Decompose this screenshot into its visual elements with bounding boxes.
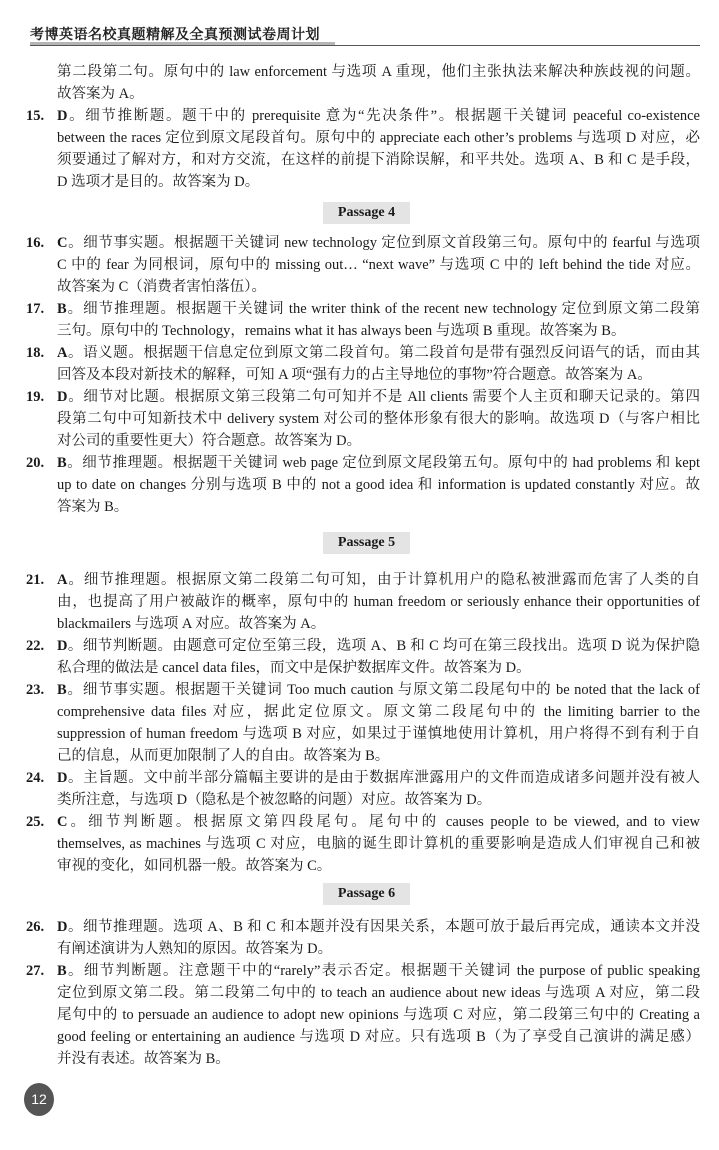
answer-item [0,232,719,298]
answer-section-passage-6 [0,916,719,1070]
text-line: 须要通过了解对方，和对方交流，在这样的前提下消除误解，和平共处。选项 A、B 和 C 是手段， [57,152,700,168]
text-line: blackmailers 与选项 A 对应。故答案为 A。 [57,616,326,632]
text-line [57,811,700,833]
answer-letter: C [57,814,68,830]
text-line: 故答案为 C（消费者害怕落伍）。 [57,279,267,295]
question-number: 25. [26,814,45,830]
text-line: C 中的 fear 为同根词，原句中的 missing out… “next wave” 与选项 C 中的 left behind the tide 对应。 [57,257,700,273]
question-number: 20. [26,455,45,471]
running-header-title: 考博英语名校真题精解及全真预测试卷周计划 [30,26,320,42]
answer-letter: B [57,455,67,471]
explanation-text: 。细节推理题。选项 A、B 和 C 和本题并没有因果关系，本题可放于最后再完成，通读本文并没 [67,919,700,935]
answer-letter: D [57,108,68,124]
text-line: 定位到原文第二段。第二段第二句中的 to teach an audience about new ideas 与选项 A 对应，第二段 [57,985,700,1001]
text-line [57,342,700,364]
question-number: 23. [26,682,45,698]
text-line: 并没有表述。故答案为 B。 [57,1051,230,1067]
question-number: 17. [26,301,45,317]
text-line: 尾句中的 to persuade an audience to adopt new opinions 与选项 C 对应，第二段第三句中的 Creating a [57,1007,700,1023]
text-line: comprehensive data files 对应，据此定位原文。原文第二段尾句中的 the limiting barrier to the [57,704,700,720]
answer-letter: A [57,572,68,588]
answer-letter: D [57,389,68,405]
question-number: 19. [26,389,45,405]
text-line [57,679,700,701]
answer-item [0,679,719,767]
text-line: between the races 定位到原文尾段首句。原句中的 appreciate each other’s problems 与选项 D 对应，必 [57,130,700,146]
explanation-text: 。细节推理题。根据原文第二段第二句可知，由于计算机用户的隐私被泄露而危害了人类的自 [67,572,700,588]
passage-heading: Passage 6 [323,883,410,905]
answer-item [0,635,719,679]
passage-heading: Passage 5 [323,532,410,554]
answer-item [0,916,719,960]
page-number-badge: 12 [24,1083,54,1116]
text-line: 审视的变化，如同机器一般。故答案为 C。 [57,858,332,874]
question-number: 16. [26,235,45,251]
text-line [57,386,700,408]
continued-paragraph [0,61,719,105]
answer-item [0,298,719,342]
question-number: 27. [26,963,45,979]
answer-letter: D [57,770,68,786]
text-line: D 选项才是目的。故答案为 D。 [57,174,260,190]
text-line [57,569,700,591]
text-line [57,916,700,938]
text-line [57,767,700,789]
answer-item [0,767,719,811]
explanation-text: 。细节推断题。题干中的 prerequisite 意为“先决条件”。根据题干关键词 peaceful co-existence [67,108,700,124]
text-line [57,232,700,254]
question-number: 26. [26,919,45,935]
answer-letter: D [57,638,68,654]
explanation-text: 。细节对比题。根据原文第三段第二句可知并不是 All clients 需要个人主页和聊天记录的。第四 [67,389,700,405]
header-rule [30,45,700,46]
explanation-text: 。主旨题。文中前半部分篇幅主要讲的是由于数据库泄露用户的文件而造成诸多问题并没有被人 [67,770,700,786]
explanation-text: 。细节判断题。根据原文第四段尾句。尾句中的 causes people to be viewed, and to view [67,814,700,830]
text-line: 类所注意，与选项 D（隐私是个被忽略的问题）对应。故答案为 D。 [57,792,492,808]
text-line: 私合理的做法是 cancel data files，而文中是保护数据库文件。故答案为 D。 [57,660,531,676]
answer-item [0,811,719,877]
text-line [57,105,700,127]
answer-letter: B [57,682,67,698]
text-line: 三句。原句中的 Technology，remains what it has always been 与选项 B 重现。故答案为 B。 [57,323,626,339]
explanation-text: 。语义题。根据题干信息定位到原文第二段首句。第二段首句是带有强烈反问语气的话，而由其 [67,345,700,361]
answer-letter: B [57,963,67,979]
text-line: themselves, as machines 与选项 C 对应，电脑的诞生即计算机的重要影响是造成人们审视自己和被 [57,836,700,852]
text-line: 对公司的重要性更大）符合题意。故答案为 D。 [57,433,362,449]
answer-item [0,386,719,452]
answer-item [0,569,719,635]
passage-heading: Passage 4 [323,202,410,224]
answer-letter: A [57,345,68,361]
text-line: 答案为 B。 [57,499,129,515]
text-line: 由，也提高了用户被敲诈的概率，原句中的 human freedom or seriously enhance their opportunities of [57,594,700,610]
text-line [57,960,700,982]
answer-letter: D [57,919,68,935]
text-line [57,298,700,320]
text-line: suppression of human freedom 与选项 B 对应，如果过于谨慎地使用计算机，用户将得不到有利于自 [57,726,700,742]
text-line: 第二段第二句。原句中的 law enforcement 与选项 A 重现，他们主张执法来解决种族歧视的问题。 [57,64,700,80]
question-number: 22. [26,638,45,654]
question-number: 21. [26,572,45,588]
answer-section [0,105,719,193]
text-line: 回答及本段对新技术的解释，可知 A 项“强有力的占主导地位的事物”符合题意。故答案为 A。 [57,367,652,383]
text-line [57,452,700,474]
answer-item [0,452,719,518]
question-number: 18. [26,345,45,361]
text-line: 己的信息，从而更加限制了人的自由。故答案为 B。 [57,748,390,764]
answer-item [0,105,719,193]
text-line: 有阐述演讲为人熟知的原因。故答案为 D。 [57,941,333,957]
answer-section-passage-5 [0,569,719,877]
explanation-text: 。细节判断题。由题意可定位至第三段，选项 A、B 和 C 均可在第三段找出。选项 D 说为保护隐 [67,638,700,654]
question-number: 24. [26,770,45,786]
question-number: 15. [26,108,45,124]
text-line: up to date on changes 分别与选项 B 中的 not a good idea 和 information is updated constantly 对应。故 [57,477,700,493]
text-line: good feeling or entertaining an audience 与选项 D 对应。只有选项 B（为了享受自己演讲的满足感） [57,1029,700,1045]
explanation-text: 。细节判断题。注意题干中的“rarely”表示否定。根据题干关键词 the purpose of public speaking [66,963,700,979]
answer-item [0,342,719,386]
answer-letter: C [57,235,68,251]
text-line: 故答案为 A。 [57,86,144,102]
text-line: 段第二句中可知新技术中 delivery system 对公司的整体形象有很大的影响。故选项 D（与客户相比 [57,411,700,427]
answer-section-passage-4 [0,232,719,518]
answer-item [0,960,719,1070]
answer-letter: B [57,301,67,317]
explanation-text: 。细节推理题。根据题干关键词 web page 定位到原文尾段第五句。原句中的 had problems 和 kept [66,455,700,471]
text-line [57,635,700,657]
explanation-text: 。细节事实题。根据题干关键词 Too much caution 与原文第二段尾句中的 be noted that the lack of [66,682,700,698]
explanation-text: 。细节推理题。根据题干关键词 the writer think of the recent new technology 定位到原文第二段第 [66,301,700,317]
explanation-text: 。细节事实题。根据题干关键词 new technology 定位到原文首段第三句。原句中的 fearful 与选项 [67,235,700,251]
